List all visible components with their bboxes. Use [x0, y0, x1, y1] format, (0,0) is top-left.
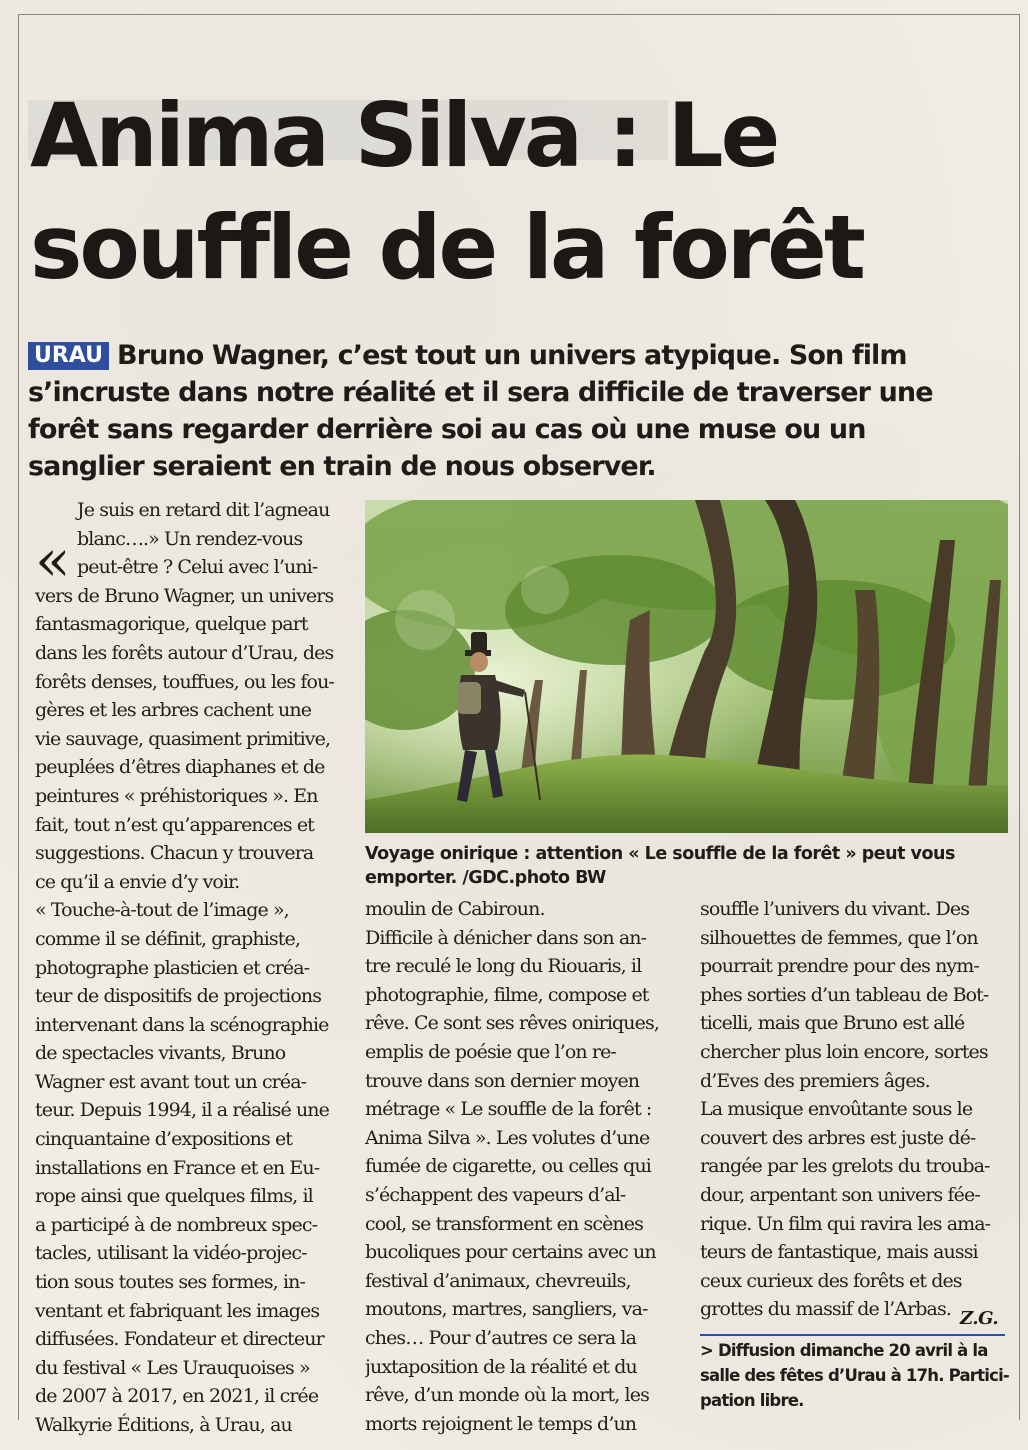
col1-line: teur de dispositifs de projections	[35, 985, 322, 1008]
col1-line: Je suis en retard dit l’agneau	[77, 499, 330, 521]
location-badge: URAU	[28, 342, 109, 370]
col1-line: vers de Bruno Wagner, un univers	[35, 584, 334, 607]
author-signature: Z.G.	[960, 1308, 999, 1329]
col3-line: ceux curieux des forêts et des	[700, 1269, 962, 1292]
col1-line: rope ainsi que quelques films, il	[35, 1185, 313, 1208]
forest-photo	[365, 500, 1008, 833]
col2-line: fumée de cigarette, ou celles qui	[365, 1155, 651, 1178]
col1-line: de 2007 à 2017, en 2021, il crée	[35, 1385, 319, 1408]
col2-line: trouve dans son dernier moyen	[365, 1069, 640, 1092]
info-line: pation libre.	[700, 1391, 804, 1410]
col2-line: Anima Silva ». Les volutes d’une	[365, 1126, 650, 1149]
col3-line: teurs de fantastique, mais aussi	[700, 1241, 978, 1264]
col2-line: ches… Pour d’autres ce sera la	[365, 1326, 637, 1349]
col2-line: s’échappent des vapeurs d’al-	[365, 1183, 626, 1206]
lead-line: sanglier seraient en train de nous observer.	[28, 451, 656, 482]
col1-line: forêts denses, touffues, ou les fou-	[35, 670, 334, 693]
col3-line: grottes du massif de l’Arbas.	[700, 1298, 951, 1321]
col3-line: dour, arpentant son univers fée-	[700, 1183, 980, 1206]
col1-line: diffusées. Fondateur et directeur	[35, 1328, 324, 1351]
lead-line: s’incruste dans notre réalité et il sera difficile de traverser une	[28, 377, 933, 408]
lead-line	[28, 337, 1003, 374]
col3-line: souffle l’univers du vivant. Des	[700, 898, 970, 920]
photo-caption	[365, 842, 1005, 890]
col2-line: festival d’animaux, chevreuils,	[365, 1269, 631, 1292]
col1-line: du festival « Les Urauquoises »	[35, 1356, 310, 1379]
col1-line: fait, tout n’est qu’apparences et	[35, 813, 314, 836]
col1-line: dans les forêts autour d’Urau, des	[35, 641, 334, 664]
col3-line: d’Eves des premiers âges.	[700, 1069, 930, 1092]
col1-line: tion sous toutes ses formes, in-	[35, 1271, 305, 1294]
screening-info	[700, 1338, 1009, 1413]
lead-line: forêt sans regarder derrière soi au cas où une muse ou un	[28, 414, 866, 445]
col1-line: gères et les arbres cachent une	[35, 699, 312, 722]
headline	[30, 80, 1015, 304]
col3-line: couvert des arbres est juste dé-	[700, 1126, 976, 1149]
col3-line: chercher plus loin encore, sortes	[700, 1040, 988, 1063]
col1-line: ventant et fabriquant les images	[35, 1299, 320, 1322]
col3-line: pourrait prendre pour des nym-	[700, 955, 979, 978]
headline-line-1: Anima Silva : Le	[30, 84, 778, 187]
col1-line: vie sauvage, quasiment primitive,	[35, 727, 331, 750]
column-1	[35, 496, 335, 1440]
lead-paragraph	[28, 337, 1003, 485]
caption-line: emporter. /GDC.photo BW	[365, 868, 606, 888]
col1-line: a participé à de nombreux spec-	[35, 1213, 318, 1236]
lead-line-text: Bruno Wagner, c’est tout un univers atypique. Son film	[117, 340, 907, 371]
col1-line: Walkyrie Éditions, à Urau, au	[35, 1414, 292, 1436]
page-border-left	[18, 14, 19, 1420]
col1-line: blanc….» Un rendez-vous	[77, 527, 303, 550]
col1-line: peintures « préhistoriques ». En	[35, 784, 318, 807]
col1-line: intervenant dans la scénographie	[35, 1013, 329, 1036]
col2-line: tre reculé le long du Riouaris, il	[365, 955, 642, 978]
page-border-right	[1019, 14, 1020, 1420]
col1-line: photographe plasticien et créa-	[35, 956, 310, 979]
info-line: > Diffusion dimanche 20 avril à la	[700, 1341, 988, 1360]
info-line: salle des fêtes d’Urau à 17h. Partici-	[700, 1366, 1009, 1385]
col2-line: cool, se transforment en scènes	[365, 1212, 643, 1235]
col2-line: Difficile à dénicher dans son an-	[365, 926, 647, 949]
col3-line: silhouettes de femmes, que l’on	[700, 926, 978, 949]
col2-line: rêve. Ce sont ses rêves oniriques,	[365, 1012, 659, 1035]
col1-line: de spectacles vivants, Bruno	[35, 1042, 286, 1065]
col1-line: fantasmagorique, quelque part	[35, 613, 308, 636]
col1-line: peut-être ? Celui avec l’uni-	[77, 556, 318, 579]
opening-quote-mark: «	[35, 526, 71, 594]
col1-line: Wagner est avant tout un créa-	[35, 1070, 307, 1093]
forest-photo-illustration	[365, 500, 1008, 833]
col1-line: installations en France et en Eu-	[35, 1156, 320, 1179]
col1-line: teur. Depuis 1994, il a réalisé une	[35, 1099, 329, 1122]
col3-line: ticelli, mais que Bruno est allé	[700, 1012, 965, 1035]
col1-line: peuplées d’êtres diaphanes et de	[35, 756, 325, 779]
caption-line: Voyage onirique : attention « Le souffle de la forêt » peut vous	[365, 844, 955, 864]
col2-line: moulin de Cabiroun.	[365, 898, 545, 920]
headline-line-2: souffle de la forêt	[30, 196, 863, 299]
col3-line: La musique envoûtante sous le	[700, 1098, 973, 1121]
col3-line: rangée par les grelots du trouba-	[700, 1155, 990, 1178]
col1-line: « Touche-à-tout de l’image »,	[35, 899, 289, 922]
col3-line: phes sorties d’un tableau de Bot-	[700, 983, 989, 1006]
col2-line: emplis de poésie que l’on re-	[365, 1040, 616, 1063]
col2-line: rêve, d’un monde où la mort, les	[365, 1384, 649, 1407]
col2-line: juxtaposition de la réalité et du	[365, 1355, 637, 1378]
page-border-top	[18, 14, 1020, 15]
col2-line: métrage « Le souffle de la forêt :	[365, 1098, 652, 1121]
column-3	[700, 895, 1010, 1324]
col1-line: suggestions. Chacun y trouvera	[35, 842, 314, 865]
col3-line: rique. Un film qui ravira les ama-	[700, 1212, 991, 1235]
info-box-rule	[700, 1334, 1005, 1336]
col1-line: cinquantaine d’expositions et	[35, 1128, 293, 1151]
col2-line: photographie, filme, compose et	[365, 983, 649, 1006]
column-2	[365, 895, 675, 1438]
col2-line: moutons, martres, sangliers, va-	[365, 1298, 648, 1321]
col2-line: morts rejoignent le temps d’un	[365, 1412, 637, 1435]
col1-line: comme il se définit, graphiste,	[35, 927, 300, 950]
col1-line: tacles, utilisant la vidéo-projec-	[35, 1242, 307, 1265]
col2-line: bucoliques pour certains avec un	[365, 1241, 656, 1264]
col1-line: ce qu’il a envie d’y voir.	[35, 870, 240, 893]
